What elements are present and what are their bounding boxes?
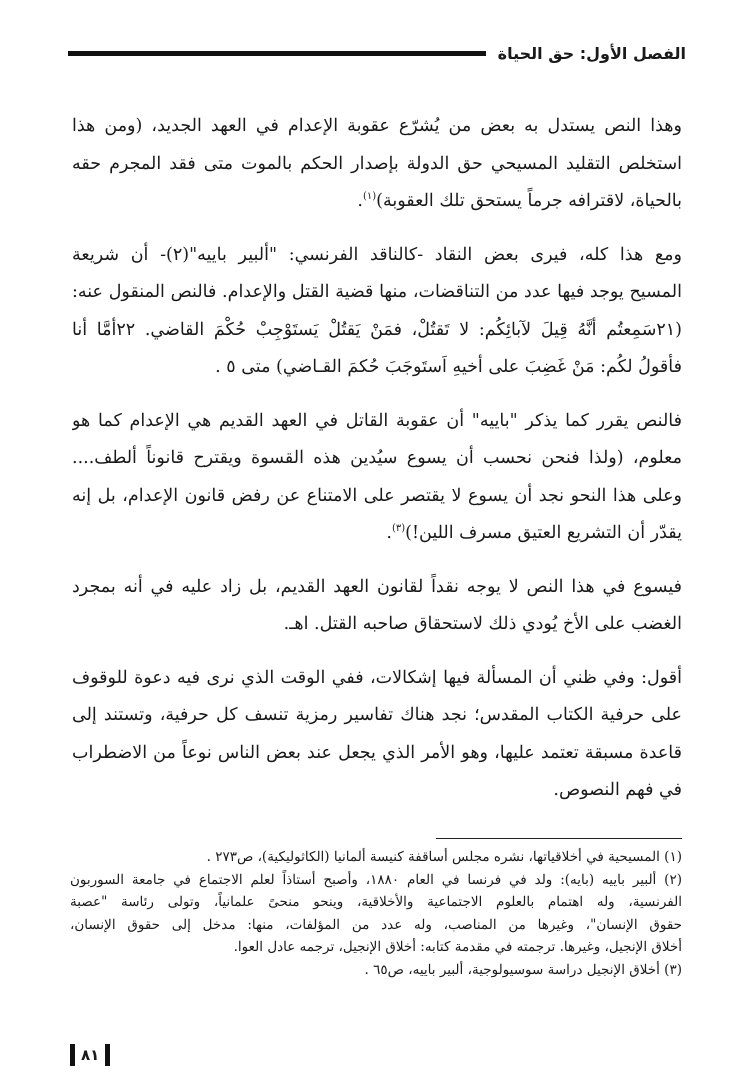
text-line: وعلى هذا النحو نجد أن يسوع لا يقتصر على الامتناع عن رفض قانون الإعدام، بل إنه: [72, 485, 682, 506]
folio-bar-right: [105, 1044, 110, 1066]
page-number: ٨١: [81, 1046, 100, 1064]
text-line: (٢١سَمِعتُم أنَّهُ قِيلَ لآبائِكُم: لا تَقتُلْ، فمَنْ يَقتُلْ يَستَوْجِبْ حُكْمَ القاضي. ٢٢أمَّا أنا: [72, 319, 682, 340]
footnote-line: الفرنسية، وله اهتمام بالعلوم الاجتماعية والأخلاقية، وينحو منحىً علمانياً، وتولى رئاسة "عصبة: [70, 894, 682, 911]
footnote-separator: [436, 838, 682, 839]
chapter-title: الفصل الأول: حق الحياة: [497, 43, 686, 63]
text-line: وهذا النص يستدل به بعض من يُشرّع عقوبة الإعدام في العهد الجديد، (ومن هذا: [72, 116, 682, 136]
paragraph: [72, 237, 682, 387]
text-line: الغضب على الأخ يُودي ذلك لاستحقاق صاحبه القتل. اهـ.: [283, 614, 682, 634]
paragraph: [72, 403, 682, 553]
text-line: فالنص يقرر كما يذكر "باييه" أن عقوبة القاتل في العهد القديم هي الإعدام كما هو: [72, 410, 682, 431]
footnote-line: أخلاق الإنجيل، وغيرها. ترجمته في مقدمة كتابه: أخلاق الإنجيل، ترجمه عادل العوا.: [233, 939, 682, 956]
header-rule: [68, 51, 486, 56]
text-line: استخلص التقليد المسيحي حق الدولة بإصدار الحكم بالموت متى فقد المجرم حقه: [72, 153, 682, 174]
text-line: فيسوع في هذا النص لا يوجه نقداً لقانون العهد القديم، بل زاد عليه في أنه بمجرد: [72, 576, 682, 597]
footnotes: [70, 846, 682, 982]
paragraph: [72, 569, 682, 644]
footnote-line: (٣) أخلاق الإنجيل دراسة سوسيولوجية، ألبير باييه، ص٦٥ .: [364, 961, 682, 978]
text-line: على حرفية الكتاب المقدس؛ نجد هناك تفاسير رمزية تنسف كل حرفية، وتستند إلى: [72, 705, 682, 725]
text-line: أقول: وفي ظني أن المسألة فيها إشكالات، ففي الوقت الذي نرى فيه دعوة للوقوف: [72, 667, 682, 688]
text-line: المسيح يوجد فيها عدد من التناقضات، منها قضية القتل والإعدام. فالنص المنقول عنه:: [72, 282, 682, 302]
text-line-content: يقدّر أن التشريع العتيق مسرف اللين!): [405, 523, 682, 543]
paragraph: [72, 660, 682, 810]
main-text: [72, 108, 682, 810]
footnote-mark: (١): [362, 191, 377, 203]
running-header: [68, 40, 686, 66]
footnote-mark: (٣): [391, 523, 406, 535]
text-line: بالحياة، لاقترافه جرماً يستحق تلك العقوبة)$^{(١)}$.: [357, 191, 682, 211]
paragraph: [72, 108, 682, 221]
text-line: ومع هذا كله، فيرى بعض النقاد -كالناقد الفرنسي: "ألبير باييه"(٢)- أن شريعة: [72, 244, 682, 265]
folio-bar-left: [70, 1044, 75, 1066]
footnote-line: (١) المسيحية في أخلاقياتها، نشره مجلس أساقفة كنيسة ألمانيا (الكاثوليكية)، ص٢٧٣ .: [206, 849, 682, 865]
text-line: فأقولُ لكُم: مَنْ غَضِبَ على أخيهِ اَستَوجَبَ حُكمَ القـاضي) متى ٥ .: [215, 357, 682, 377]
footnote-line: (٢) ألبير باييه (بايه): ولد في فرنسا في العام ١٨٨٠، وأصبح أستاذاً لعلم الاجتماع في جامعة السوربون: [70, 871, 682, 888]
text-line: معلوم، (ولذا فنحن نحسب أن يسوع سيُدين هذه القسوة ويقترح قانوناً ألطف....: [72, 448, 682, 468]
page-number-box: [68, 1043, 112, 1067]
text-line: يقدّر أن التشريع العتيق مسرف اللين!)$^{(٣)}$.: [386, 523, 682, 543]
text-line-content: بالحياة، لاقترافه جرماً يستحق تلك العقوبة): [376, 191, 682, 211]
footnote-line: حقوق الإنسان"، وغيرها من المناصب، وله عدد من المؤلفات، منها: مدخل إلى حقوق الإنسان،: [70, 916, 682, 933]
text-line: قاعدة مسبقة تعتمد عليها، وهو الأمر الذي يجعل عند بعض الناس نوعاً من الاضطراب: [72, 742, 682, 763]
text-line: في فهم النصوص.: [553, 780, 682, 800]
